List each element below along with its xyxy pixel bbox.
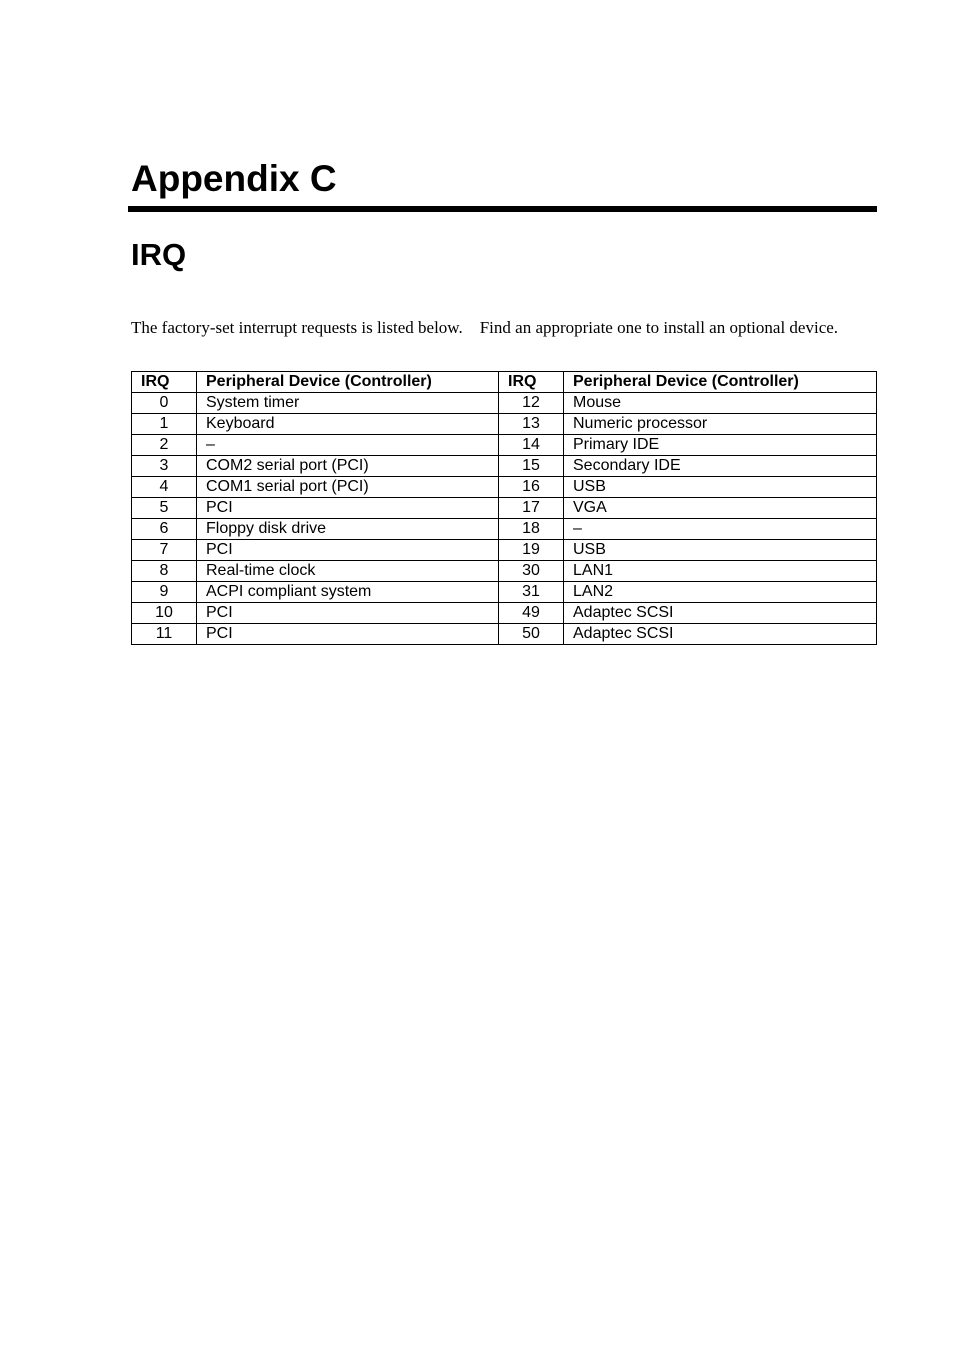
appendix-title: Appendix C (131, 158, 337, 199)
intro-paragraph: The factory-set interrupt requests is listed below. Find an appropriate one to install an optional device. (131, 318, 839, 337)
irq-cell: 14 (499, 435, 564, 456)
irq-cell: 31 (499, 582, 564, 603)
device-cell: Mouse (564, 393, 877, 414)
irq-cell: 7 (132, 540, 197, 561)
table-row (132, 603, 877, 624)
irq-cell: 1 (132, 414, 197, 435)
device-cell: ACPI compliant system (197, 582, 499, 603)
irq-cell: 10 (132, 603, 197, 624)
irq-cell: 16 (499, 477, 564, 498)
table-row (132, 435, 877, 456)
irq-cell: 9 (132, 582, 197, 603)
table-row (132, 414, 877, 435)
irq-cell: 30 (499, 561, 564, 582)
irq-cell: 4 (132, 477, 197, 498)
irq-cell: 18 (499, 519, 564, 540)
device-cell: Primary IDE (564, 435, 877, 456)
device-cell: Keyboard (197, 414, 499, 435)
header-irq-left: IRQ (132, 372, 197, 393)
irq-cell: 2 (132, 435, 197, 456)
irq-cell: 0 (132, 393, 197, 414)
table-row (132, 477, 877, 498)
table-row (132, 540, 877, 561)
irq-cell: 11 (132, 624, 197, 645)
device-cell: VGA (564, 498, 877, 519)
device-cell: Numeric processor (564, 414, 877, 435)
device-cell: LAN2 (564, 582, 877, 603)
device-cell: – (564, 519, 877, 540)
device-cell: Adaptec SCSI (564, 624, 877, 645)
irq-cell: 19 (499, 540, 564, 561)
irq-cell: 8 (132, 561, 197, 582)
irq-cell: 3 (132, 456, 197, 477)
irq-cell: 17 (499, 498, 564, 519)
table-header-row (132, 372, 877, 393)
device-cell: USB (564, 540, 877, 561)
irq-cell: 13 (499, 414, 564, 435)
device-cell: PCI (197, 498, 499, 519)
device-cell: – (197, 435, 499, 456)
device-cell: LAN1 (564, 561, 877, 582)
title-rule (128, 206, 877, 212)
device-cell: COM1 serial port (PCI) (197, 477, 499, 498)
irq-table (131, 371, 877, 645)
device-cell: PCI (197, 603, 499, 624)
device-cell: Adaptec SCSI (564, 603, 877, 624)
device-cell: Floppy disk drive (197, 519, 499, 540)
table-row (132, 582, 877, 603)
irq-cell: 50 (499, 624, 564, 645)
device-cell: COM2 serial port (PCI) (197, 456, 499, 477)
device-cell: Secondary IDE (564, 456, 877, 477)
device-cell: Real-time clock (197, 561, 499, 582)
section-title: IRQ (131, 237, 187, 272)
table-row (132, 519, 877, 540)
table-row (132, 456, 877, 477)
header-irq-right: IRQ (499, 372, 564, 393)
table-row (132, 561, 877, 582)
irq-cell: 6 (132, 519, 197, 540)
table-row (132, 624, 877, 645)
irq-cell: 5 (132, 498, 197, 519)
table-row (132, 498, 877, 519)
table-row (132, 393, 877, 414)
header-device-left: Peripheral Device (Controller) (197, 372, 499, 393)
irq-cell: 12 (499, 393, 564, 414)
device-cell: System timer (197, 393, 499, 414)
irq-cell: 15 (499, 456, 564, 477)
device-cell: PCI (197, 624, 499, 645)
device-cell: USB (564, 477, 877, 498)
irq-cell: 49 (499, 603, 564, 624)
header-device-right: Peripheral Device (Controller) (564, 372, 877, 393)
device-cell: PCI (197, 540, 499, 561)
